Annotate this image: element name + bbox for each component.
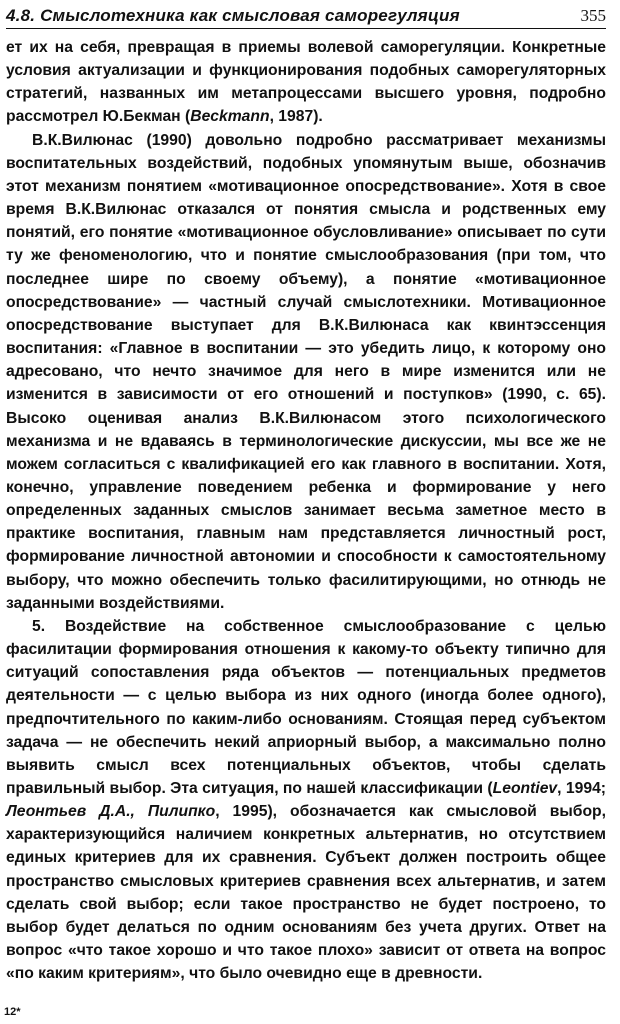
text-run: , 1994; bbox=[557, 780, 607, 797]
body-text bbox=[6, 36, 606, 985]
paragraph bbox=[6, 129, 606, 615]
paragraph bbox=[6, 615, 606, 986]
text-run: ет их на себя, превращая в приемы волевой саморегуляции. Конкретные условия актуализации и функционирования подобных саморегуляторных стратегий, названных им метапроцессами высшего уровня, подробно рассмотрел Ю.Бекман ( bbox=[6, 39, 606, 126]
running-head: 4.8. Смыслотехника как смысловая саморегуляция bbox=[6, 6, 460, 25]
citation-italic: Leontiev bbox=[492, 780, 558, 797]
paragraph bbox=[6, 36, 606, 129]
page-header bbox=[6, 0, 606, 29]
printer-signature: 12* bbox=[4, 1006, 21, 1018]
text-run: , 1995), обозначается как смысловой выбор, характеризующийся наличием конкретных альтернатив, но отсутствием единых критериев для их сравнения. Субъект должен построить общее пространство смысловых критериев сравнения всех альтернатив, и затем сделать свой выбор; если такое пространство не будет построено, то выбор будет делаться по одним основаниям без учета других. Ответ на вопрос «что такое хорошо и что такое плохо» зависит от ответа на вопрос «по каким критериям», что было очевидно еще в древности. bbox=[6, 803, 606, 983]
page-number: 355 bbox=[580, 6, 606, 25]
citation-italic: Beckmann bbox=[190, 108, 270, 126]
text-run: В.К.Вилюнас (1990) довольно подробно рассматривает механизмы воспитательных воздействий, подобных упомянутым выше, обозначив этот механизм понятием «мотивационное опосредствование». Хотя в свое время В.К.Вилюнас отказался от понятия смысла и родственных ему понятий, его понятие «мотивационное обусловливание» описывает по сути ту же феноменологию, что и понятие смыслообразования (при том, что последнее шире по своему объему), а понятие «мотивационное опосредствование» — частный случай смыслотехники. Мотивационное опосредствование выступает для В.К.Вилюнаса как квинтэссенция воспитания: «Главное в воспитании — это убедить лицо, к которому оно адресовано, что нечто значимое для него в мире изменится или не изменится в зависимости от его отношений и поступков» (1990, с. 65). Высоко оценивая анализ В.К.Вилюнасом этого психологического механизма и не вдаваясь в терминологические дискуссии, мы все же не можем согласиться с квалификацией его как главного в воспитании. Хотя, конечно, управление поведением ребенка и формирование у него определенных заданных смыслов занимает весьма заметное место в практике воспитания, главным нам представляется личностный рост, формирование личностной автономии и способности к самостоятельному выбору, что можно обеспечить только фасилитирующими, но отнюдь не заданными воздействиями. bbox=[6, 131, 606, 612]
citation-italic: Леонтьев Д.А., Пилипко bbox=[6, 803, 216, 821]
text-run: 5. Воздействие на собственное смыслообразование с целью фасилитации формирования отношения к какому-то объекту типично для ситуаций сопоставления ряда объектов — потенциальных предметов деятельности — с целью выбора из них одного (иногда более одного), предпочтительного по каким-либо основаниям. Стоящая перед субъектом задача — не обеспечить некий априорный выбор, а максимально полно выявить смысл всех потенциальных объектов, чтобы сделать правильный выбор. Эта ситуация, по нашей классификации ( bbox=[6, 617, 606, 797]
text-run: , 1987). bbox=[269, 108, 323, 126]
